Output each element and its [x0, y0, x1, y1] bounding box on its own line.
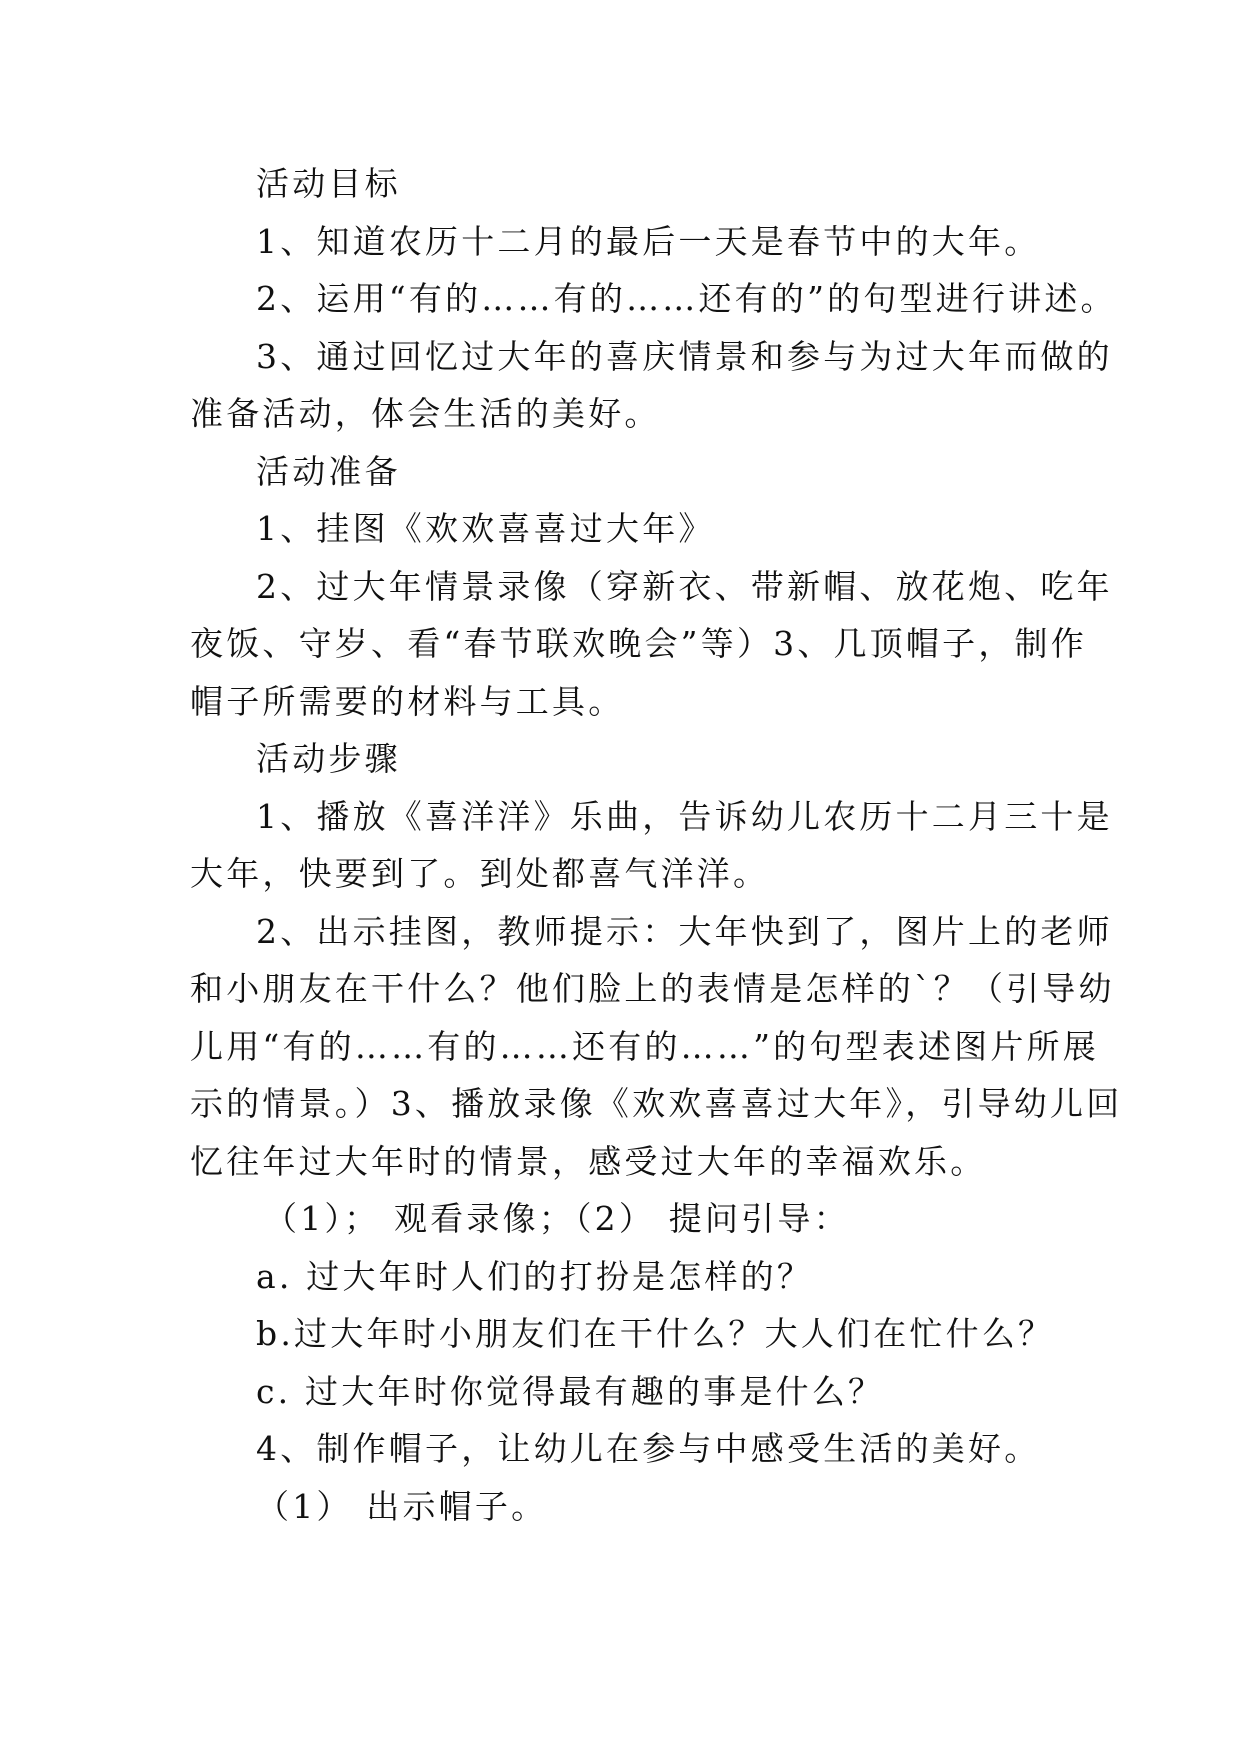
paragraph-line: 大年，快要到了。到处都喜气洋洋。 — [190, 854, 770, 893]
paragraph-line: （1）； 观看录像；（2） 提问引导： — [264, 1199, 850, 1238]
paragraph-line: （1） 出示帽子。 — [256, 1487, 548, 1526]
paragraph-line: 1、挂图《欢欢喜喜过大年》 — [256, 509, 715, 548]
paragraph-line: 和小朋友在干什么？他们脸上的表情是怎样的`？（引导幼 — [190, 969, 1115, 1008]
paragraph-line: 2、过大年情景录像（穿新衣、带新帽、放花炮、吃年 — [256, 567, 1113, 606]
paragraph-line: 2、运用“有的……有的……还有的”的句型进行讲述。 — [256, 279, 1117, 318]
list-item: c. 过大年时你觉得最有趣的事是什么？ — [256, 1372, 885, 1411]
paragraph-line: 忆往年过大年时的情景，感受过大年的幸福欢乐。 — [190, 1142, 987, 1181]
paragraph-line: 夜饭、守岁、看“春节联欢晚会”等）3、几顶帽子，制作 — [190, 624, 1087, 663]
list-item: b.过大年时小朋友们在干什么？大人们在忙什么？ — [256, 1314, 1055, 1353]
paragraph-line: 1、知道农历十二月的最后一天是春节中的大年。 — [256, 222, 1041, 261]
paragraph-line: 1、播放《喜洋洋》乐曲，告诉幼儿农历十二月三十是 — [256, 797, 1113, 836]
list-item: a. 过大年时人们的打扮是怎样的？ — [256, 1257, 814, 1296]
paragraph-line: 儿用“有的……有的……还有的……”的句型表述图片所展 — [190, 1027, 1099, 1066]
paragraph-line: 示的情景。）3、播放录像《欢欢喜喜过大年》，引导幼儿回 — [190, 1084, 1123, 1123]
heading-activity-steps: 活动步骤 — [256, 739, 401, 778]
paragraph-line: 帽子所需要的材料与工具。 — [190, 682, 625, 721]
paragraph-line: 准备活动，体会生活的美好。 — [190, 394, 661, 433]
paragraph-line: 2、出示挂图，教师提示：大年快到了，图片上的老师 — [256, 912, 1113, 951]
heading-activity-goals: 活动目标 — [256, 164, 401, 203]
paragraph-line: 4、制作帽子，让幼儿在参与中感受生活的美好。 — [256, 1429, 1041, 1468]
heading-activity-preparation: 活动准备 — [256, 452, 401, 491]
paragraph-line: 3、通过回忆过大年的喜庆情景和参与为过大年而做的 — [256, 337, 1113, 376]
